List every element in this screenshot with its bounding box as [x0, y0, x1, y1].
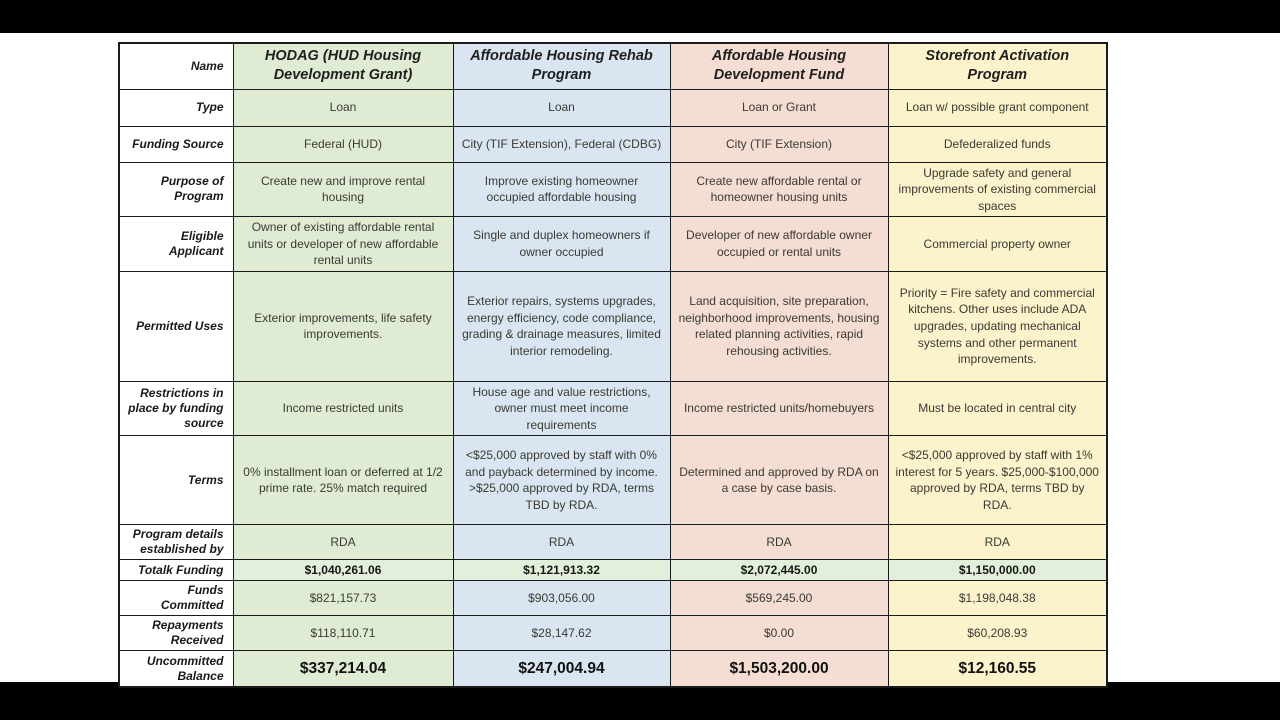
table-row-eligible-applicant: [119, 217, 1107, 272]
table-row-terms: [119, 436, 1107, 525]
table-cell: City (TIF Extension): [670, 126, 888, 162]
row-label: Uncommitted Balance: [119, 651, 233, 687]
table-cell: Determined and approved by RDA on a case by case basis.: [670, 436, 888, 525]
table-cell: Defederalized funds: [888, 126, 1107, 162]
table-cell: Exterior improvements, life safety improvements.: [233, 271, 453, 381]
column-header-development-fund: Affordable Housing Development Fund: [670, 43, 888, 89]
table-cell: $0.00: [670, 616, 888, 651]
row-label: Type: [119, 89, 233, 126]
table-cell: RDA: [888, 525, 1107, 560]
table-cell: $1,503,200.00: [670, 651, 888, 687]
table-cell: Create new affordable rental or homeowner housing units: [670, 162, 888, 217]
table-cell: <$25,000 approved by staff with 0% and payback determined by income. >$25,000 approved by RDA, terms TBD by RDA.: [453, 436, 670, 525]
table-row-funding-source: [119, 126, 1107, 162]
table-cell: $2,072,445.00: [670, 560, 888, 581]
table-cell: RDA: [670, 525, 888, 560]
table-cell: Must be located in central city: [888, 381, 1107, 436]
table-row-repayments-received: [119, 616, 1107, 651]
program-comparison-table: [118, 42, 1108, 688]
table-cell: Priority = Fire safety and commercial kitchens. Other uses include ADA upgrades, updating mechanical systems and other permanent improvements.: [888, 271, 1107, 381]
table-cell: Owner of existing affordable rental units or developer of new affordable rental units: [233, 217, 453, 272]
table-cell: Income restricted units/homebuyers: [670, 381, 888, 436]
page-background: [0, 33, 1280, 682]
table-cell: $247,004.94: [453, 651, 670, 687]
row-label: Funds Committed: [119, 581, 233, 616]
table-header-row: [119, 43, 1107, 89]
table-cell: RDA: [453, 525, 670, 560]
row-label-name: Name: [119, 43, 233, 89]
table-cell: 0% installment loan or deferred at 1/2 prime rate. 25% match required: [233, 436, 453, 525]
table-cell: <$25,000 approved by staff with 1% interest for 5 years. $25,000-$100,000 approved by RDA, terms TBD by RDA.: [888, 436, 1107, 525]
column-header-rehab-program: Affordable Housing Rehab Program: [453, 43, 670, 89]
table-cell: $118,110.71: [233, 616, 453, 651]
row-label: Eligible Applicant: [119, 217, 233, 272]
table-cell: Single and duplex homeowners if owner occupied: [453, 217, 670, 272]
table-cell: $569,245.00: [670, 581, 888, 616]
table-cell: $12,160.55: [888, 651, 1107, 687]
table-cell: $60,208.93: [888, 616, 1107, 651]
table-cell: Loan or Grant: [670, 89, 888, 126]
row-label: Purpose of Program: [119, 162, 233, 217]
table-cell: Create new and improve rental housing: [233, 162, 453, 217]
column-header-hodag: HODAG (HUD Housing Development Grant): [233, 43, 453, 89]
table-cell: Upgrade safety and general improvements of existing commercial spaces: [888, 162, 1107, 217]
row-label: Terms: [119, 436, 233, 525]
table-cell: Loan w/ possible grant component: [888, 89, 1107, 126]
row-label: Repayments Received: [119, 616, 233, 651]
table-cell: $1,040,261.06: [233, 560, 453, 581]
row-label: Restrictions in place by funding source: [119, 381, 233, 436]
table-row-program-details: [119, 525, 1107, 560]
table-cell: RDA: [233, 525, 453, 560]
table-row-permitted-uses: [119, 271, 1107, 381]
table-cell: $1,121,913.32: [453, 560, 670, 581]
table-cell: Land acquisition, site preparation, neighborhood improvements, housing related planning activities, rapid rehousing activities.: [670, 271, 888, 381]
table-cell: Income restricted units: [233, 381, 453, 436]
row-label: Program details established by: [119, 525, 233, 560]
table-cell: Loan: [233, 89, 453, 126]
table-cell: $821,157.73: [233, 581, 453, 616]
table-row-uncommitted-balance: [119, 651, 1107, 687]
table-cell: Developer of new affordable owner occupied or rental units: [670, 217, 888, 272]
table-cell: Commercial property owner: [888, 217, 1107, 272]
table-row-purpose: [119, 162, 1107, 217]
row-label: Permitted Uses: [119, 271, 233, 381]
table-cell: $1,150,000.00: [888, 560, 1107, 581]
table-cell: $28,147.62: [453, 616, 670, 651]
table-row-funds-committed: [119, 581, 1107, 616]
table-cell: Improve existing homeowner occupied affordable housing: [453, 162, 670, 217]
table-row-type: [119, 89, 1107, 126]
table-cell: Loan: [453, 89, 670, 126]
table-cell: Federal (HUD): [233, 126, 453, 162]
table-cell: House age and value restrictions, owner must meet income requirements: [453, 381, 670, 436]
table-cell: $903,056.00: [453, 581, 670, 616]
row-label: Totalk Funding: [119, 560, 233, 581]
column-header-storefront: Storefront Activation Program: [888, 43, 1107, 89]
table-cell: $337,214.04: [233, 651, 453, 687]
table-row-total-funding: [119, 560, 1107, 581]
table-row-restrictions: [119, 381, 1107, 436]
row-label: Funding Source: [119, 126, 233, 162]
table-cell: Exterior repairs, systems upgrades, energy efficiency, code compliance, grading & drainage measures, limited interior remodeling.: [453, 271, 670, 381]
table-cell: City (TIF Extension), Federal (CDBG): [453, 126, 670, 162]
table-cell: $1,198,048.38: [888, 581, 1107, 616]
